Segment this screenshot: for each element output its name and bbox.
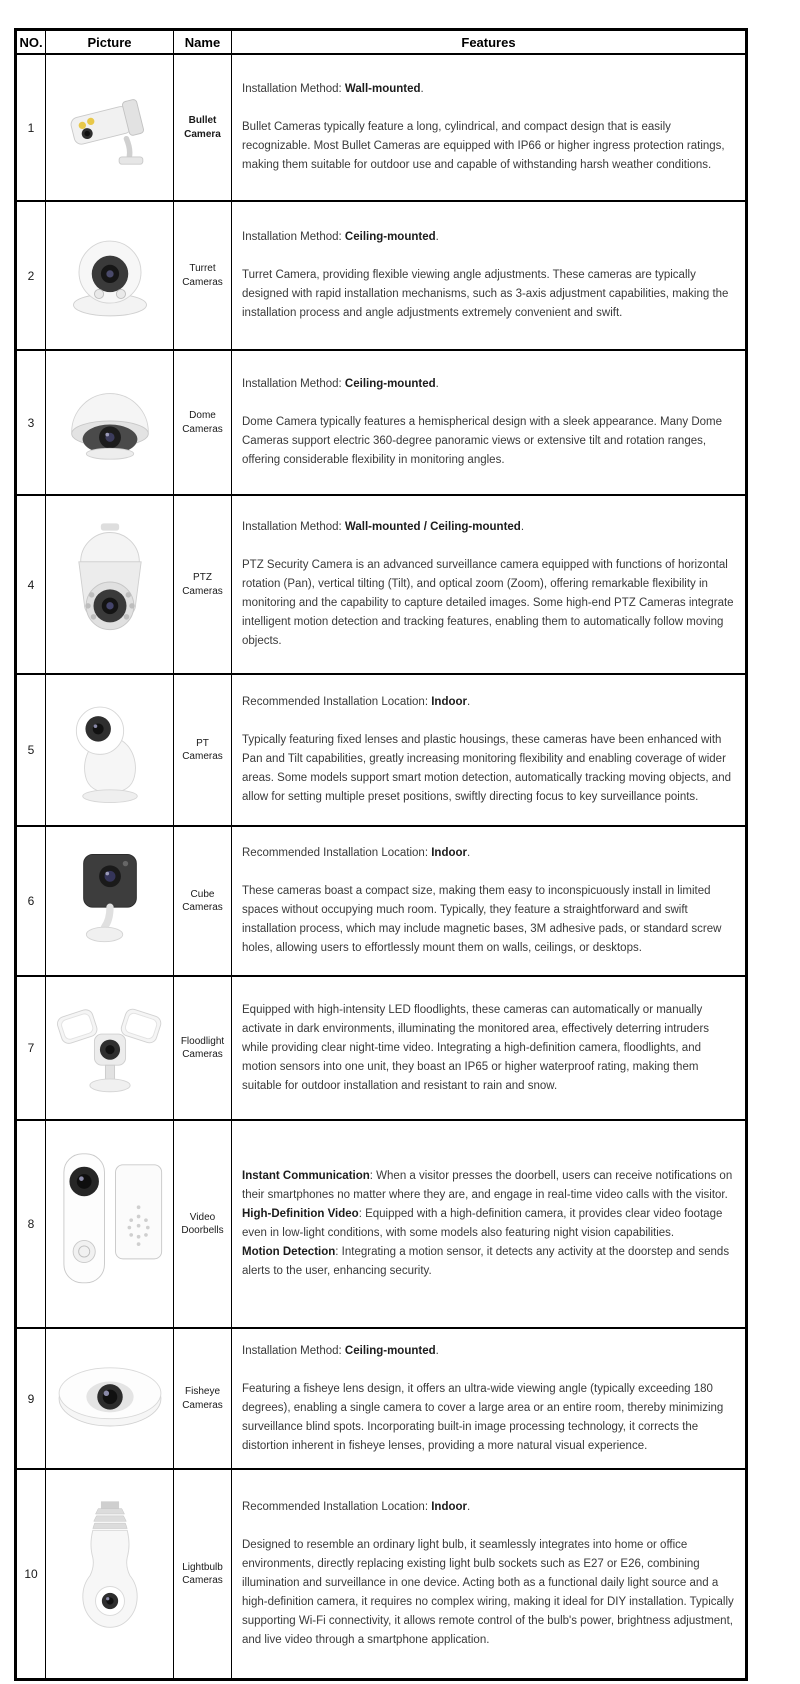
picture bbox=[51, 1147, 169, 1297]
fisheye-camera-image bbox=[52, 1346, 168, 1446]
picture-cell bbox=[46, 1469, 174, 1680]
camera-name: PT Cameras bbox=[182, 737, 223, 762]
name-cell bbox=[174, 1469, 232, 1680]
camera-name: Fisheye Cameras bbox=[182, 1386, 223, 1411]
name-cell bbox=[174, 1120, 232, 1328]
no-cell bbox=[16, 826, 46, 976]
pt-camera-image bbox=[60, 690, 160, 806]
table-row bbox=[16, 54, 747, 201]
no-cell bbox=[16, 1328, 46, 1469]
feature-paragraph: Installation Method: Wall-mounted / Ceiling-mounted. bbox=[242, 521, 525, 533]
features-cell bbox=[232, 495, 747, 674]
row-number: 3 bbox=[27, 415, 35, 430]
table-row bbox=[16, 201, 747, 350]
no-cell bbox=[16, 350, 46, 495]
header-picture: Picture bbox=[46, 30, 174, 55]
feature-paragraph: Equipped with high-intensity LED floodlights, these cameras can automatically or manually activate in dark environments, illuminating the monitored area, effectively deterring intruders while providing clear night-time video. Integrating a high-definition camera, floodlights, and motion sensors into one unit, they boast an IP65 or higher waterproof rating, making them suitable for outdoor installation and resistant to rain and snow. bbox=[242, 1003, 710, 1092]
row-number: 10 bbox=[24, 1567, 38, 1581]
row-number: 9 bbox=[27, 1391, 35, 1406]
dome-camera-image bbox=[54, 368, 166, 472]
feature-paragraph: Typically featuring fixed lenses and plastic housings, these cameras have been enhanced with Pan and Tilt capabilities, greatly increasing monitoring flexibility and enabling coverage of wider areas. Some models support smart motion detection, automatically tracking moving objects, and allow for setting multiple preset positions, swiftly directing focus to key surveillance points. bbox=[242, 734, 731, 803]
feature-paragraph: Installation Method: Wall-mounted. bbox=[242, 83, 424, 95]
name-cell bbox=[174, 826, 232, 976]
row-number: 6 bbox=[27, 894, 35, 908]
table-row bbox=[16, 826, 747, 976]
features-cell bbox=[232, 1120, 747, 1328]
no-cell bbox=[16, 976, 46, 1120]
table-row bbox=[16, 976, 747, 1120]
video-doorbell-image bbox=[51, 1147, 169, 1297]
feature-paragraph: High-Definition Video: Equipped with a high-definition camera, it provides clear video footage even in low-light conditions, with some models also featuring night vision capabilities. bbox=[242, 1208, 723, 1239]
floodlight-camera-image bbox=[52, 992, 168, 1100]
table-row bbox=[16, 674, 747, 826]
picture-cell bbox=[46, 1120, 174, 1328]
ptz-camera-image bbox=[55, 521, 165, 643]
name-cell bbox=[174, 54, 232, 201]
picture bbox=[60, 690, 160, 806]
camera-name: Video Doorbells bbox=[181, 1211, 224, 1236]
header-name: Name bbox=[174, 30, 232, 55]
feature-paragraph: Recommended Installation Location: Indoor. bbox=[242, 1501, 471, 1513]
feature-paragraph: PTZ Security Camera is an advanced surveillance camera equipped with functions of horizontal rotation (Pan), vertical tilting (Tilt), and optical zoom (Zoom), offering remarkable flexibility in monitoring and the capability to capture detailed images. Some high-end PTZ Cameras integrate intelligent motion detection and tracking features, enabling them to automatically follow moving objects. bbox=[242, 559, 734, 647]
camera-name: Dome Cameras bbox=[182, 410, 223, 435]
feature-paragraph: Motion Detection: Integrating a motion sensor, it detects any activity at the doorstep and sends alerts to the user, enhancing security. bbox=[242, 1246, 730, 1277]
features-cell bbox=[232, 1328, 747, 1469]
turret-camera-image bbox=[55, 221, 165, 325]
picture bbox=[55, 73, 165, 177]
picture bbox=[62, 1497, 158, 1647]
row-number: 4 bbox=[27, 577, 35, 592]
features-cell bbox=[232, 54, 747, 201]
features-cell bbox=[232, 350, 747, 495]
picture-cell bbox=[46, 495, 174, 674]
row-number: 5 bbox=[27, 743, 35, 757]
table-row bbox=[16, 1120, 747, 1328]
camera-name: Floodlight Cameras bbox=[180, 1035, 225, 1060]
no-cell bbox=[16, 1120, 46, 1328]
picture-cell bbox=[46, 1328, 174, 1469]
feature-paragraph: Installation Method: Ceiling-mounted. bbox=[242, 378, 439, 390]
table-row bbox=[16, 350, 747, 495]
picture-cell bbox=[46, 201, 174, 350]
row-number: 1 bbox=[27, 120, 35, 135]
picture-cell bbox=[46, 976, 174, 1120]
name-cell bbox=[174, 495, 232, 674]
camera-name: Cube Cameras bbox=[182, 888, 223, 913]
picture bbox=[52, 1346, 168, 1446]
no-cell bbox=[16, 201, 46, 350]
camera-name: Bullet Camera bbox=[184, 115, 221, 140]
features-cell bbox=[232, 826, 747, 976]
header-features: Features bbox=[232, 30, 747, 55]
feature-paragraph: Instant Communication: When a visitor presses the doorbell, users can receive notifications on their smartphones no matter where they are, and engage in real-time video calls with the visitor. bbox=[242, 1170, 733, 1201]
table-row bbox=[16, 1328, 747, 1469]
picture-cell bbox=[46, 350, 174, 495]
feature-paragraph: Bullet Cameras typically feature a long, cylindrical, and compact design that is easily recognizable. Most Bullet Cameras are equipped with IP66 or higher ingress protection ratings, making them suitable for outdoor use and capable of withstanding harsh weather conditions. bbox=[242, 121, 725, 171]
camera-name: Lightbulb Cameras bbox=[182, 1561, 223, 1586]
feature-paragraph: Installation Method: Ceiling-mounted. bbox=[242, 1344, 439, 1357]
picture-cell bbox=[46, 674, 174, 826]
camera-name: PTZ Cameras bbox=[182, 572, 223, 597]
feature-paragraph: Recommended Installation Location: Indoor. bbox=[242, 696, 471, 708]
feature-paragraph: These cameras boast a compact size, making them easy to inconspicuously install in limited spaces without occupying much room. Typically, they feature a straightforward and swift installation process, which may include magnetic bases, 3M adhesive pads, or standard screw holes, allowing users to effortlessly mount them on walls, ceilings, or desktops. bbox=[242, 885, 722, 954]
features-cell bbox=[232, 674, 747, 826]
no-cell bbox=[16, 674, 46, 826]
features-cell bbox=[232, 1469, 747, 1680]
header-row bbox=[16, 30, 747, 55]
name-cell bbox=[174, 201, 232, 350]
camera-name: Turret Cameras bbox=[182, 263, 223, 288]
name-cell bbox=[174, 976, 232, 1120]
camera-comparison-table bbox=[14, 28, 748, 1681]
row-number: 7 bbox=[27, 1041, 35, 1055]
feature-paragraph: Dome Camera typically features a hemispherical design with a sleek appearance. Many Dome Cameras support electric 360-degree panoramic views or extensive tilt and rotation ranges, offering considerable flexibility in monitoring angles. bbox=[242, 416, 723, 466]
picture bbox=[60, 843, 160, 955]
features-cell bbox=[232, 201, 747, 350]
name-cell bbox=[174, 350, 232, 495]
features-cell bbox=[232, 976, 747, 1120]
feature-paragraph: Recommended Installation Location: Indoor. bbox=[242, 847, 471, 859]
row-number: 8 bbox=[27, 1217, 35, 1231]
table-row bbox=[16, 495, 747, 674]
feature-paragraph: Turret Camera, providing flexible viewing angle adjustments. These cameras are typically designed with rapid installation mechanisms, such as 3-axis adjustment capabilities, making the installation process and angle adjustments extremely convenient and swift. bbox=[242, 269, 729, 319]
lightbulb-camera-image bbox=[62, 1497, 158, 1647]
bullet-camera-image bbox=[55, 73, 165, 177]
header-no: NO. bbox=[16, 30, 46, 55]
cube-camera-image bbox=[60, 843, 160, 955]
no-cell bbox=[16, 495, 46, 674]
name-cell bbox=[174, 1328, 232, 1469]
table-row bbox=[16, 1469, 747, 1680]
feature-paragraph: Designed to resemble an ordinary light bulb, it seamlessly integrates into home or office environments, directly replacing existing light bulb sockets such as E27 or E26, combining illumination and surveillance in one device. Acting both as a functional daily light source and a high-definition camera, it requires no complex wiring, making it ideal for DIY installation. Typically supporting Wi-Fi connectivity, it allows remote control of the bulb's power, brightness adjustment, and live video through a smartphone application. bbox=[242, 1539, 734, 1646]
name-cell bbox=[174, 674, 232, 826]
picture bbox=[55, 221, 165, 325]
no-cell bbox=[16, 54, 46, 201]
picture-cell bbox=[46, 54, 174, 201]
picture-cell bbox=[46, 826, 174, 976]
picture bbox=[52, 992, 168, 1100]
picture bbox=[55, 521, 165, 643]
row-number: 2 bbox=[27, 268, 35, 283]
picture bbox=[54, 368, 166, 472]
no-cell bbox=[16, 1469, 46, 1680]
feature-paragraph: Installation Method: Ceiling-mounted. bbox=[242, 231, 439, 243]
feature-paragraph: Featuring a fisheye lens design, it offers an ultra-wide viewing angle (typically exceeding 180 degrees), enabling a single camera to cover a large area or an entire room, thereby minimizing surveillance blind spots. Incorporating built-in image processing technology, it corrects the distortion inherent in fisheye lenses, providing a more natural visual experience. bbox=[242, 1382, 724, 1452]
